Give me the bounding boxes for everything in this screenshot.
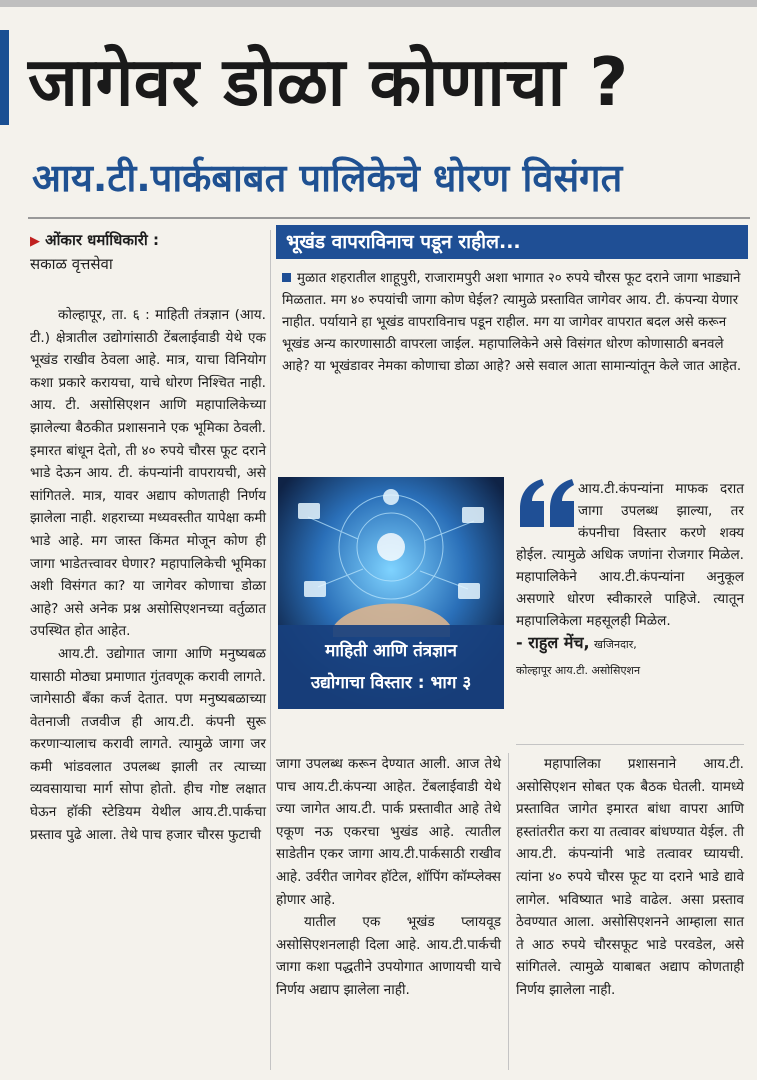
article-column-1 xyxy=(30,304,266,846)
article-column-3 xyxy=(516,753,744,1002)
headline-divider xyxy=(28,217,750,219)
pull-quote-text: आय.टी.कंपन्यांना माफक दरात जागा उपलब्ध झाल्या, तर कंपनीचा विस्तार करणे शक्य होईल. त्यामुळे अधिक जणांना रोजगार मिळेल. महापालिकेने आय.टी.कंपन्यांना अनुकूल असणारे धोरण स्वीकारले पाहिजे. त्यातून महापालिकेला महसूलही मिळेल. xyxy=(516,481,744,629)
bullet-square-icon xyxy=(282,273,291,282)
byline xyxy=(30,230,270,274)
quote-divider xyxy=(516,744,744,745)
paragraph: यातील एक भूखंड प्लायवूड असोसिएशनलाही दिला आहे. आय.टी.पार्कची जागा कशा पद्धतीने उपयोगात आणायची याचे निर्णय अद्याप झालेला नाही. xyxy=(276,914,501,998)
paragraph: कोल्हापूर, ता. ६ : माहिती तंत्रज्ञान (आय. टी.) क्षेत्रातील उद्योगांसाठी टेंबलाईवाडी येथे एक भूखंड राखीव ठेवला आहे. मात्र, याचा विनियोग कशा प्रकारे करायचा, याचे धोरण निश्चित नाही. आय. टी. असोसिएशन आणि महापालिकेच्या झालेल्या बैठकीत प्रशासनाने एक भूमिका ठेवली. इमारत बांधून देतो, ती ४० रुपये चौरस फूट दराने भाडे देऊन आय. टी. कंपन्यांनी वापरायची, असे सांगितले. मात्र, यावर अद्याप कोणताही निर्णय झालेला नाही. शहराच्या मध्यवस्तीत यापेक्षा कमी भाडे आहे. मग जास्त किंमत मोजून कोण ही जागा भाडेतत्त्वावर घेणार? महापालिकेची भूमिका अशी विसंगत का? या जागेवर कोणाचा डोळा आहे? असे अनेक प्रश्न असोसिएशनच्या वर्तुळात उपस्थित होत आहेत. xyxy=(30,307,266,640)
byline-author: ओंकार धर्माधिकारी : xyxy=(45,231,160,249)
byline-agency: सकाळ वृत्तसेवा xyxy=(30,255,113,273)
subheadline: आय.टी.पार्कबाबत पालिकेचे धोरण विसंगत xyxy=(32,156,623,200)
paragraph: आय.टी. उद्योगात जागा आणि मनुष्यबळ यासाठी मोठ्या प्रमाणात गुंतवणूक करावी लागते. जागेसाठी बँका कर्ज देतात. पण मनुष्यबळाच्या वेतनाजी तजवीज ही आय.टी. कंपनी सुरू करणाऱ्यालाच करावी लागते. त्यामुळे जागा जर कमी भांडवलात उपलब्ध झाली तर त्याच्या व्यवसायाचा मार्ग सोपा होतो. हीच गोष्ट लक्षात घेऊन हॉकी स्टेडियम येथील आय.टी.पार्कचा प्रस्ताव पुढे आला. तेथे पाच हजार चौरस फुटाची xyxy=(30,645,266,843)
headline: जागेवर डोळा कोणाचा ? xyxy=(28,43,629,121)
sidebox-text: मुळात शहरातील शाहूपुरी, राजारामपुरी अशा भागात २० रुपये चौरस फूट दराने जागा भाड्याने मिळतात. मग ४० रुपयांची जागा कोण घेईल? त्यामुळे प्रस्तावित जागेवर आय. टी. कंपन्या येणार नाहीत. पर्यायाने हा भूखंड वापराविनाच पडून राहील. मग या जागेवर वापरात बदल असे करून भूखंड अन्य कारणासाठी वापरला जाईल. महापालिकेने असे विसंगत धोरण कोणासाठी बनवले आहे? या भूखंडावर नेमका कोणाचा डोळा आहे? असे सवाल आता सामान्यांतून केले जात आहेत. xyxy=(282,271,742,374)
page-top-border xyxy=(0,0,757,7)
paragraph: महापालिका प्रशासनाने आय.टी. असोसिएशन सोबत एक बैठक घेतली. यामध्ये प्रस्तावित जागेत इमारत बांधा वापरा आणि हस्तांतरीत करा या तत्वावर बांधण्यात येईल. ती आय.टी. कंपन्यांनी भाडे तत्वावर घ्यायची. त्यांना ४० रुपये चौरस फूट या दराने भाडे द्यावे लागेल. भविष्यात भाडे वाढेल. असा प्रस्ताव ठेवण्यात आला. असोसिएशनने आम्हाला सात ते आठ रुपये चौरसफूट भाडे परवडेल, असे सांगितले. त्यामुळे याबाबत अद्याप कोणताही निर्णय झालेला नाही. xyxy=(516,756,744,998)
image-caption-line-2: उद्योगाचा विस्तार : भाग ३ xyxy=(310,673,472,693)
column-divider xyxy=(508,753,509,1070)
image-caption xyxy=(278,625,504,709)
paragraph: जागा उपलब्ध करून देण्यात आली. आज तेथे पाच आय.टी.कंपन्या आहेत. टेंबलाईवाडी येथे ज्या जागेत आय.टी. पार्क प्रस्तावीत आहे तेथे एकूण नऊ एकरचा भुखंड आहे. त्यातील साडेतीन एकर जागा आय.टी.पार्कसाठी राखीव आहे. उर्वरीत जागेवर हॉटेल, शॉपिंग कॉम्प्लेक्स होणार आहे. xyxy=(276,756,501,908)
headline-accent-bar xyxy=(0,30,9,125)
pull-quote xyxy=(516,478,744,682)
quote-author-role: खजिनदार, xyxy=(593,638,637,651)
image-caption-line-1: माहिती आणि तंत्रज्ञान xyxy=(325,641,457,661)
sidebox-title: भूखंड वापराविनाच पडून राहील... xyxy=(276,225,748,259)
quote-author: - राहुल मेंच, xyxy=(516,633,590,652)
byline-arrow-icon: ▶ xyxy=(30,234,40,249)
sidebox-text-block xyxy=(282,268,744,378)
quote-author-org: कोल्हापूर आय.टी. असोसिएशन xyxy=(516,664,641,677)
column-divider xyxy=(270,230,271,1070)
article-column-2 xyxy=(276,753,501,1002)
